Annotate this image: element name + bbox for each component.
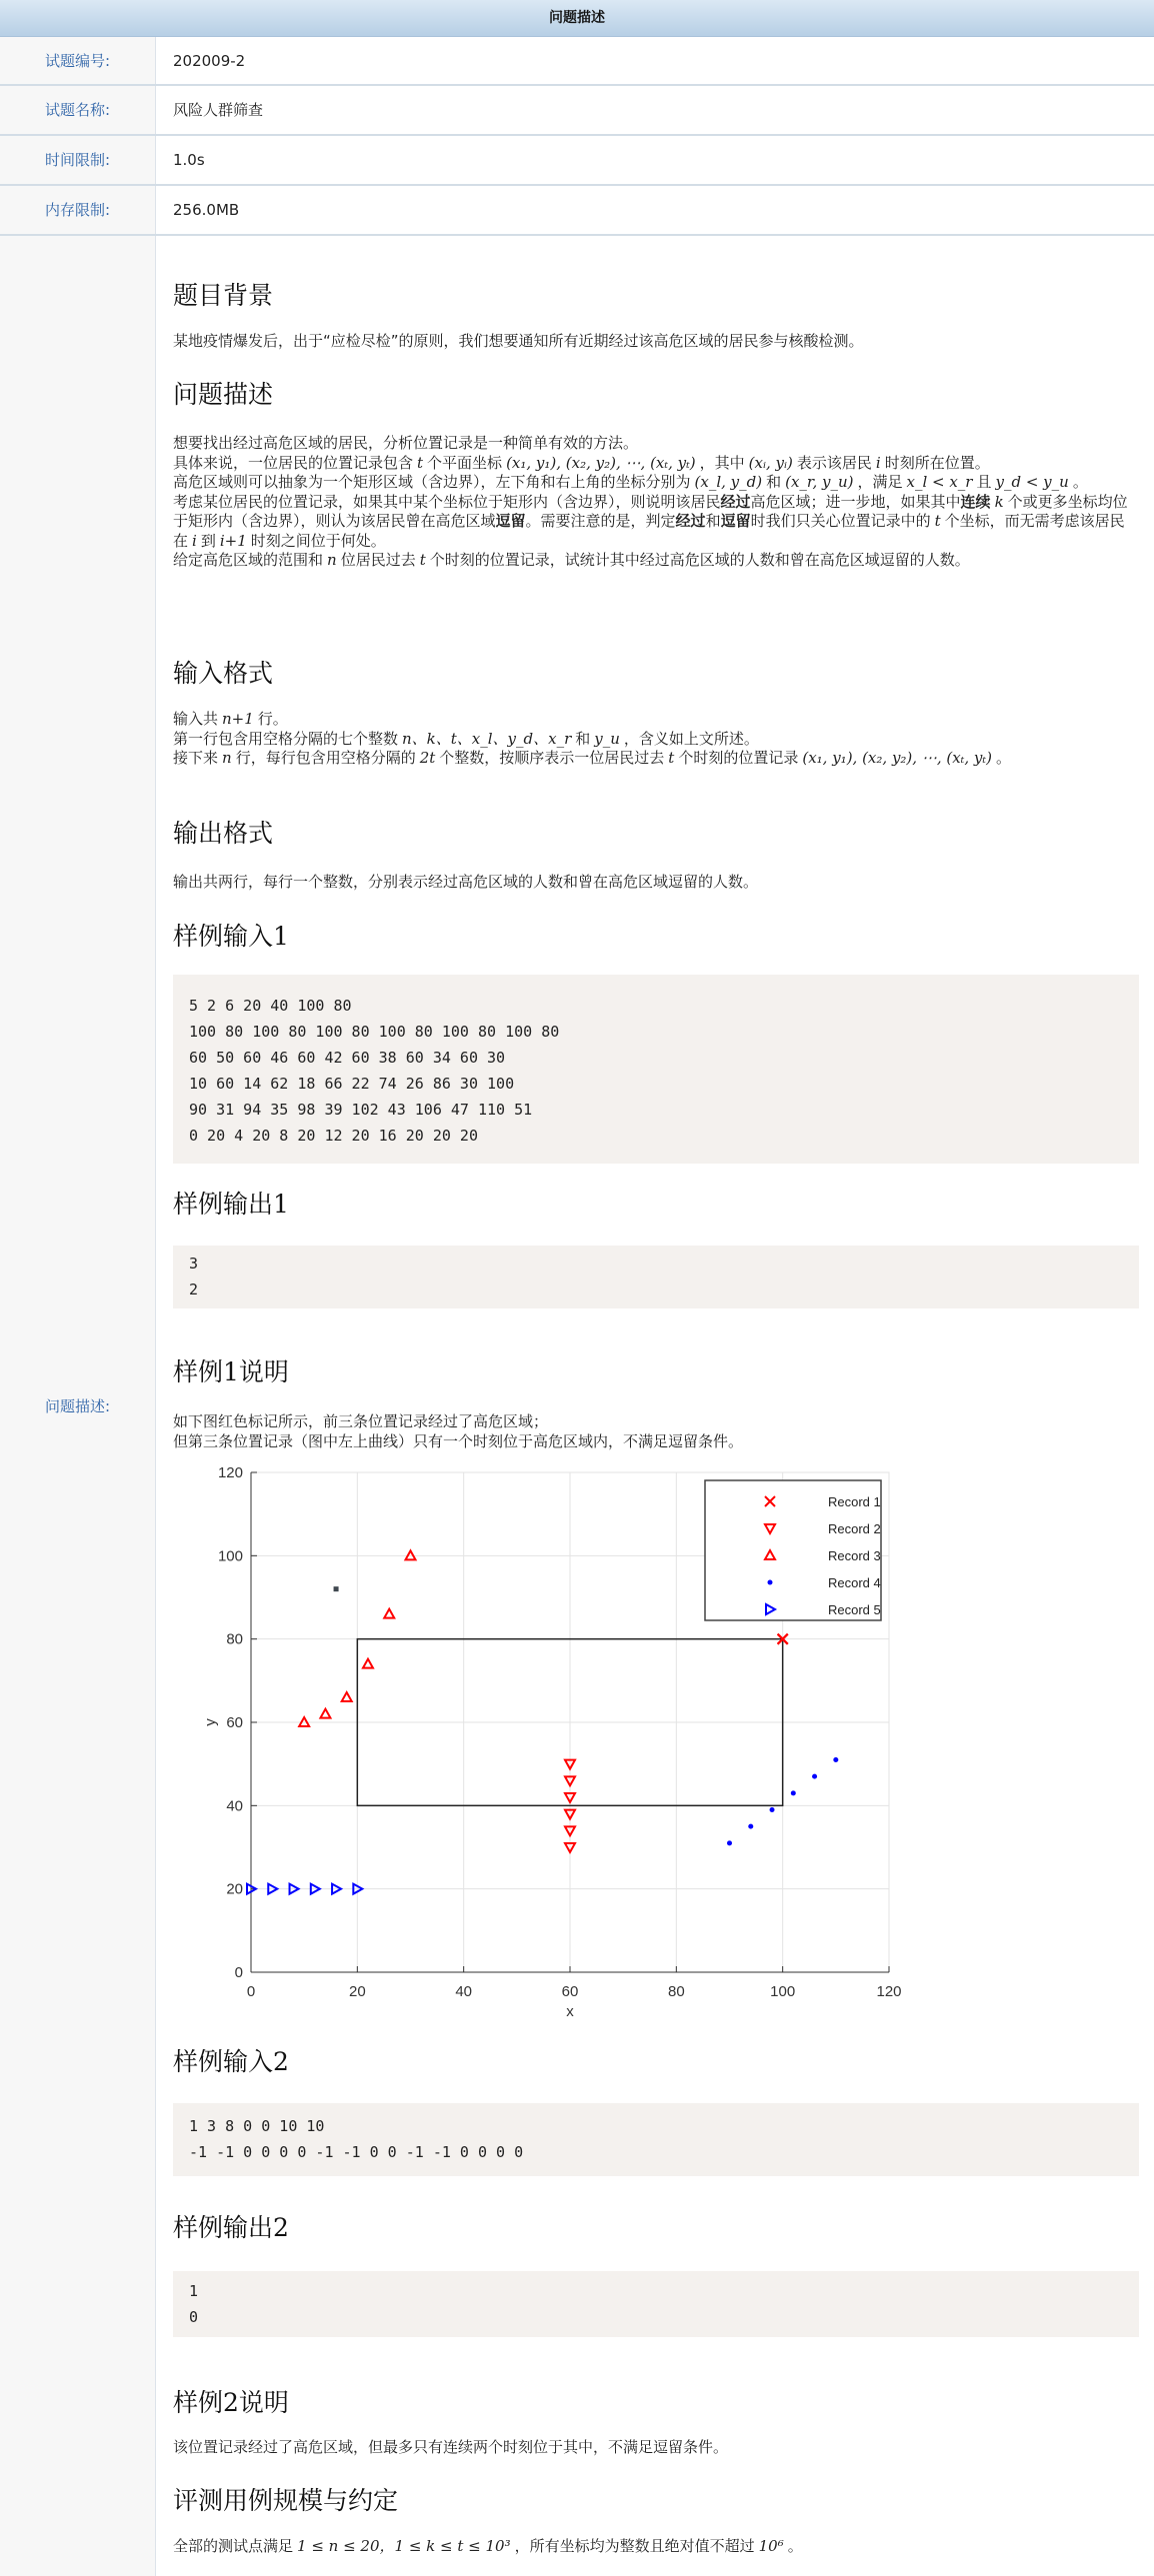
bold-term: 连续 [960, 492, 991, 511]
data-point [334, 1586, 339, 1591]
sample-input-2 [173, 2103, 1139, 2176]
text-segment: 全部的测试点满足 [173, 2537, 294, 2555]
math-expression: 10⁶ [758, 2537, 784, 2555]
heading-sample-input-2: 样例输入2 [173, 2047, 289, 2076]
x-tick-label: 20 [348, 1983, 366, 2000]
math-expression: i+1 [219, 531, 247, 550]
heading-sample-input-1: 样例输入1 [173, 922, 289, 951]
heading-sample-output-1: 样例输出1 [173, 1190, 289, 1219]
code-line: 90 31 94 35 98 39 102 43 106 47 110 51 [189, 1101, 533, 1119]
math-expression: n [222, 749, 232, 767]
paragraph [173, 454, 1133, 474]
y-tick-label: 80 [226, 1630, 243, 1648]
text-segment: 高危区域则可以抽象为一个矩形区域（含边界），左下角和右上角的坐标分别为 [173, 473, 691, 491]
text-segment: 和 [575, 729, 591, 748]
text-segment: 和 [766, 473, 782, 491]
paragraph [173, 710, 1133, 730]
heading-sample-explain-2: 样例2说明 [173, 2388, 289, 2417]
text-segment: 。 [995, 749, 1011, 767]
y-tick-label: 60 [226, 1714, 243, 1731]
text-segment: 个平面坐标 [427, 453, 503, 472]
text-segment: 个或更多坐标均位于矩形内（含边界），则认为该居民曾在高危区域 [173, 492, 1128, 530]
math-expression: n [327, 551, 337, 569]
sample-input-1 [173, 975, 1139, 1164]
text-segment: 。 [787, 2537, 803, 2555]
math-expression: t [668, 749, 675, 767]
code-line: 1 3 8 0 0 10 10 [189, 2117, 325, 2135]
x-tick-label: 40 [455, 1983, 473, 2000]
text-segment: 输入共 [173, 710, 219, 728]
code-line: 0 [189, 2308, 199, 2326]
text-segment: 行，每行包含用空格分隔的 [235, 749, 416, 767]
math-expression: (xᵢ, yᵢ) [748, 453, 793, 472]
x-tick-label: 0 [246, 1983, 256, 2000]
bold-term: 经过 [675, 512, 706, 530]
info-row-name [0, 86, 1154, 136]
scatter-chart [200, 1459, 920, 2029]
data-point [791, 1790, 796, 1795]
math-expression: 2t [419, 749, 436, 767]
info-value: 1.0s [173, 151, 205, 169]
legend-label: Record 4 [828, 1575, 881, 1590]
code-line: 3 [189, 1255, 199, 1273]
code-line: 2 [189, 1281, 199, 1298]
x-tick-label: 120 [876, 1983, 902, 2000]
text-segment: ，所有坐标均为整数且绝对值不超过 [514, 2537, 755, 2555]
info-label: 时间限制: [0, 136, 156, 184]
legend-marker [768, 1580, 773, 1585]
math-expression: n+1 [222, 710, 254, 728]
code-line: 60 50 60 46 60 42 60 38 60 34 60 30 [189, 1049, 506, 1067]
info-value: 202009-2 [173, 52, 246, 70]
text-segment: 接下来 [173, 749, 219, 767]
y-tick-label: 100 [217, 1547, 243, 1565]
text-segment: 考虑某位居民的位置记录，如果其中某个坐标位于矩形内（含边界），则说明该居民 [173, 492, 721, 511]
info-label: 试题编号: [0, 37, 156, 84]
code-line: 10 60 14 62 18 66 22 74 26 86 30 100 [189, 1075, 515, 1093]
text-segment: 高危区域；进一步地，如果其中 [750, 492, 961, 511]
background-text: 某地疫情爆发后，出于“应检尽检”的原则，我们想要通知所有近期经过该高危区域的居民参与核酸检测。 [173, 332, 864, 350]
heading-test-scale: 评测用例规模与约定 [173, 2486, 399, 2515]
code-line: 0 20 4 20 8 20 12 20 16 20 20 20 [189, 1127, 478, 1145]
text-segment: 行。 [257, 710, 288, 728]
heading-output-format: 输出格式 [173, 819, 274, 848]
text-segment: 个时刻的位置记录，试统计其中经过高危区域的人数和曾在高危区域逗留的人数。 [429, 551, 970, 569]
heading-problem: 问题描述 [173, 380, 274, 409]
data-point [727, 1840, 732, 1845]
output-format-text: 输出共两行，每行一个整数，分别表示经过高危区域的人数和曾在高危区域逗留的人数。 [173, 873, 759, 891]
info-label: 问题描述: [0, 236, 156, 2576]
text-segment: 。 [1072, 473, 1088, 491]
panel-header [0, 0, 1154, 37]
y-tick-label: 0 [234, 1964, 243, 1981]
text-segment: 个时刻的位置记录 [678, 749, 799, 767]
bold-term: 经过 [720, 492, 751, 511]
info-row-time [0, 136, 1154, 186]
math-expression: (x_l, y_d) [694, 473, 763, 491]
text-segment: 时刻所在位置。 [884, 453, 990, 472]
paragraph [173, 2537, 1133, 2557]
math-expression: (x_r, y_u) [785, 473, 854, 491]
explain-line: 但第三条位置记录（图中左上曲线）只有一个时刻位于高危区域内，不满足逗留条件。 [173, 1431, 744, 1450]
y-tick-label: 20 [226, 1880, 243, 1898]
math-expression: i [192, 531, 197, 550]
math-expression: t [417, 453, 424, 472]
data-point [812, 1774, 817, 1779]
sample-output-2 [173, 2271, 1139, 2337]
sample-explain-1-text [173, 1412, 1133, 1451]
x-axis-label: x [566, 2003, 574, 2020]
legend-label: Record 5 [828, 1602, 881, 1617]
math-expression: y_u [594, 729, 620, 748]
text-segment: 和 [705, 512, 721, 530]
heading-input-format: 输入格式 [173, 659, 274, 688]
math-expression: n、k、t、x_l、y_d、x_r [402, 729, 572, 748]
text-segment: 具体来说，一位居民的位置记录包含 [173, 453, 414, 472]
math-expression: t [419, 551, 426, 569]
paragraph [173, 493, 1133, 552]
code-line: 1 [189, 2282, 199, 2300]
text-segment: 给定高危区域的范围和 [173, 551, 324, 569]
text-segment: 位居民过去 [340, 551, 416, 569]
math-expression: y_d < y_u [995, 473, 1069, 491]
x-tick-label: 60 [561, 1983, 579, 2000]
paragraph [173, 551, 1133, 571]
legend-label: Record 1 [828, 1494, 881, 1509]
text-segment: 时刻之间位于何处。 [250, 531, 386, 550]
problem-text [173, 434, 1133, 571]
legend-label: Record 2 [828, 1521, 881, 1536]
code-line: 5 2 6 20 40 100 80 [189, 997, 352, 1015]
paragraph [173, 434, 1133, 454]
math-expression: t [934, 512, 941, 530]
paragraph [173, 473, 1133, 493]
text-segment: ，满足 [857, 473, 903, 491]
text-segment: 到 [200, 531, 216, 550]
code-line: 100 80 100 80 100 80 100 80 100 80 100 80 [189, 1023, 560, 1041]
data-point [770, 1807, 775, 1812]
info-label: 试题名称: [0, 86, 156, 134]
paragraph [173, 730, 1133, 750]
text-segment: 且 [976, 473, 992, 491]
sample-output-1 [173, 1246, 1139, 1308]
heading-sample-explain-1: 样例1说明 [173, 1357, 289, 1386]
text-segment: 个坐标，而无需考虑该居民在 [173, 512, 1125, 550]
math-expression: (x₁, y₁), (x₂, y₂), ⋯, (xₜ, yₜ) [506, 453, 696, 472]
x-tick-label: 100 [770, 1983, 796, 2000]
explain-line: 如下图红色标记所示，前三条位置记录经过了高危区域； [173, 1412, 549, 1430]
math-expression: k [994, 492, 1004, 511]
info-value: 风险人群筛查 [173, 101, 264, 119]
text-segment: ，其中 [699, 453, 745, 472]
data-point [748, 1824, 753, 1829]
y-tick-label: 120 [217, 1464, 243, 1481]
text-segment: 个整数，按顺序表示一位居民过去 [439, 749, 665, 767]
heading-sample-output-2: 样例输出2 [173, 2213, 289, 2242]
info-value: 256.0MB [173, 201, 240, 219]
paragraph [173, 749, 1133, 769]
text-segment: 表示该居民 [796, 453, 872, 472]
legend-label: Record 3 [828, 1548, 881, 1563]
text-segment: 第一行包含用空格分隔的七个整数 [173, 729, 399, 748]
bold-term: 逗留 [720, 512, 751, 530]
y-tick-label: 40 [226, 1797, 243, 1815]
info-row-memory [0, 186, 1154, 236]
panel-title: 问题描述 [549, 10, 605, 26]
math-expression: 1 ≤ n ≤ 20，1 ≤ k ≤ t ≤ 10³ [297, 2537, 511, 2555]
info-row-id [0, 37, 1154, 86]
text-segment: 想要找出经过高危区域的居民，分析位置记录是一种简单有效的方法。 [173, 434, 639, 452]
heading-background: 题目背景 [173, 281, 274, 310]
input-format-text [173, 710, 1133, 769]
text-segment: 时我们只关心位置记录中的 [750, 512, 931, 530]
bold-term: 逗留 [495, 512, 526, 530]
math-expression: i [875, 453, 881, 472]
math-expression: x_l < x_r [906, 473, 973, 491]
test-scale-text [173, 2537, 1133, 2557]
y-axis-label: y [202, 1718, 219, 1726]
x-tick-label: 80 [667, 1983, 685, 2000]
info-label: 内存限制: [0, 186, 156, 234]
text-segment: 。需要注意的是，判定 [525, 512, 676, 530]
math-expression: (x₁, y₁), (x₂, y₂), ⋯, (xₜ, yₜ) [802, 749, 992, 767]
sample-explain-2-text: 该位置记录经过了高危区域，但最多只有连续两个时刻位于其中，不满足逗留条件。 [173, 2438, 729, 2456]
code-line: -1 -1 0 0 0 0 -1 -1 0 0 -1 -1 0 0 0 0 [189, 2143, 524, 2161]
text-segment: ，含义如上文所述。 [623, 729, 759, 748]
data-point [833, 1757, 838, 1762]
